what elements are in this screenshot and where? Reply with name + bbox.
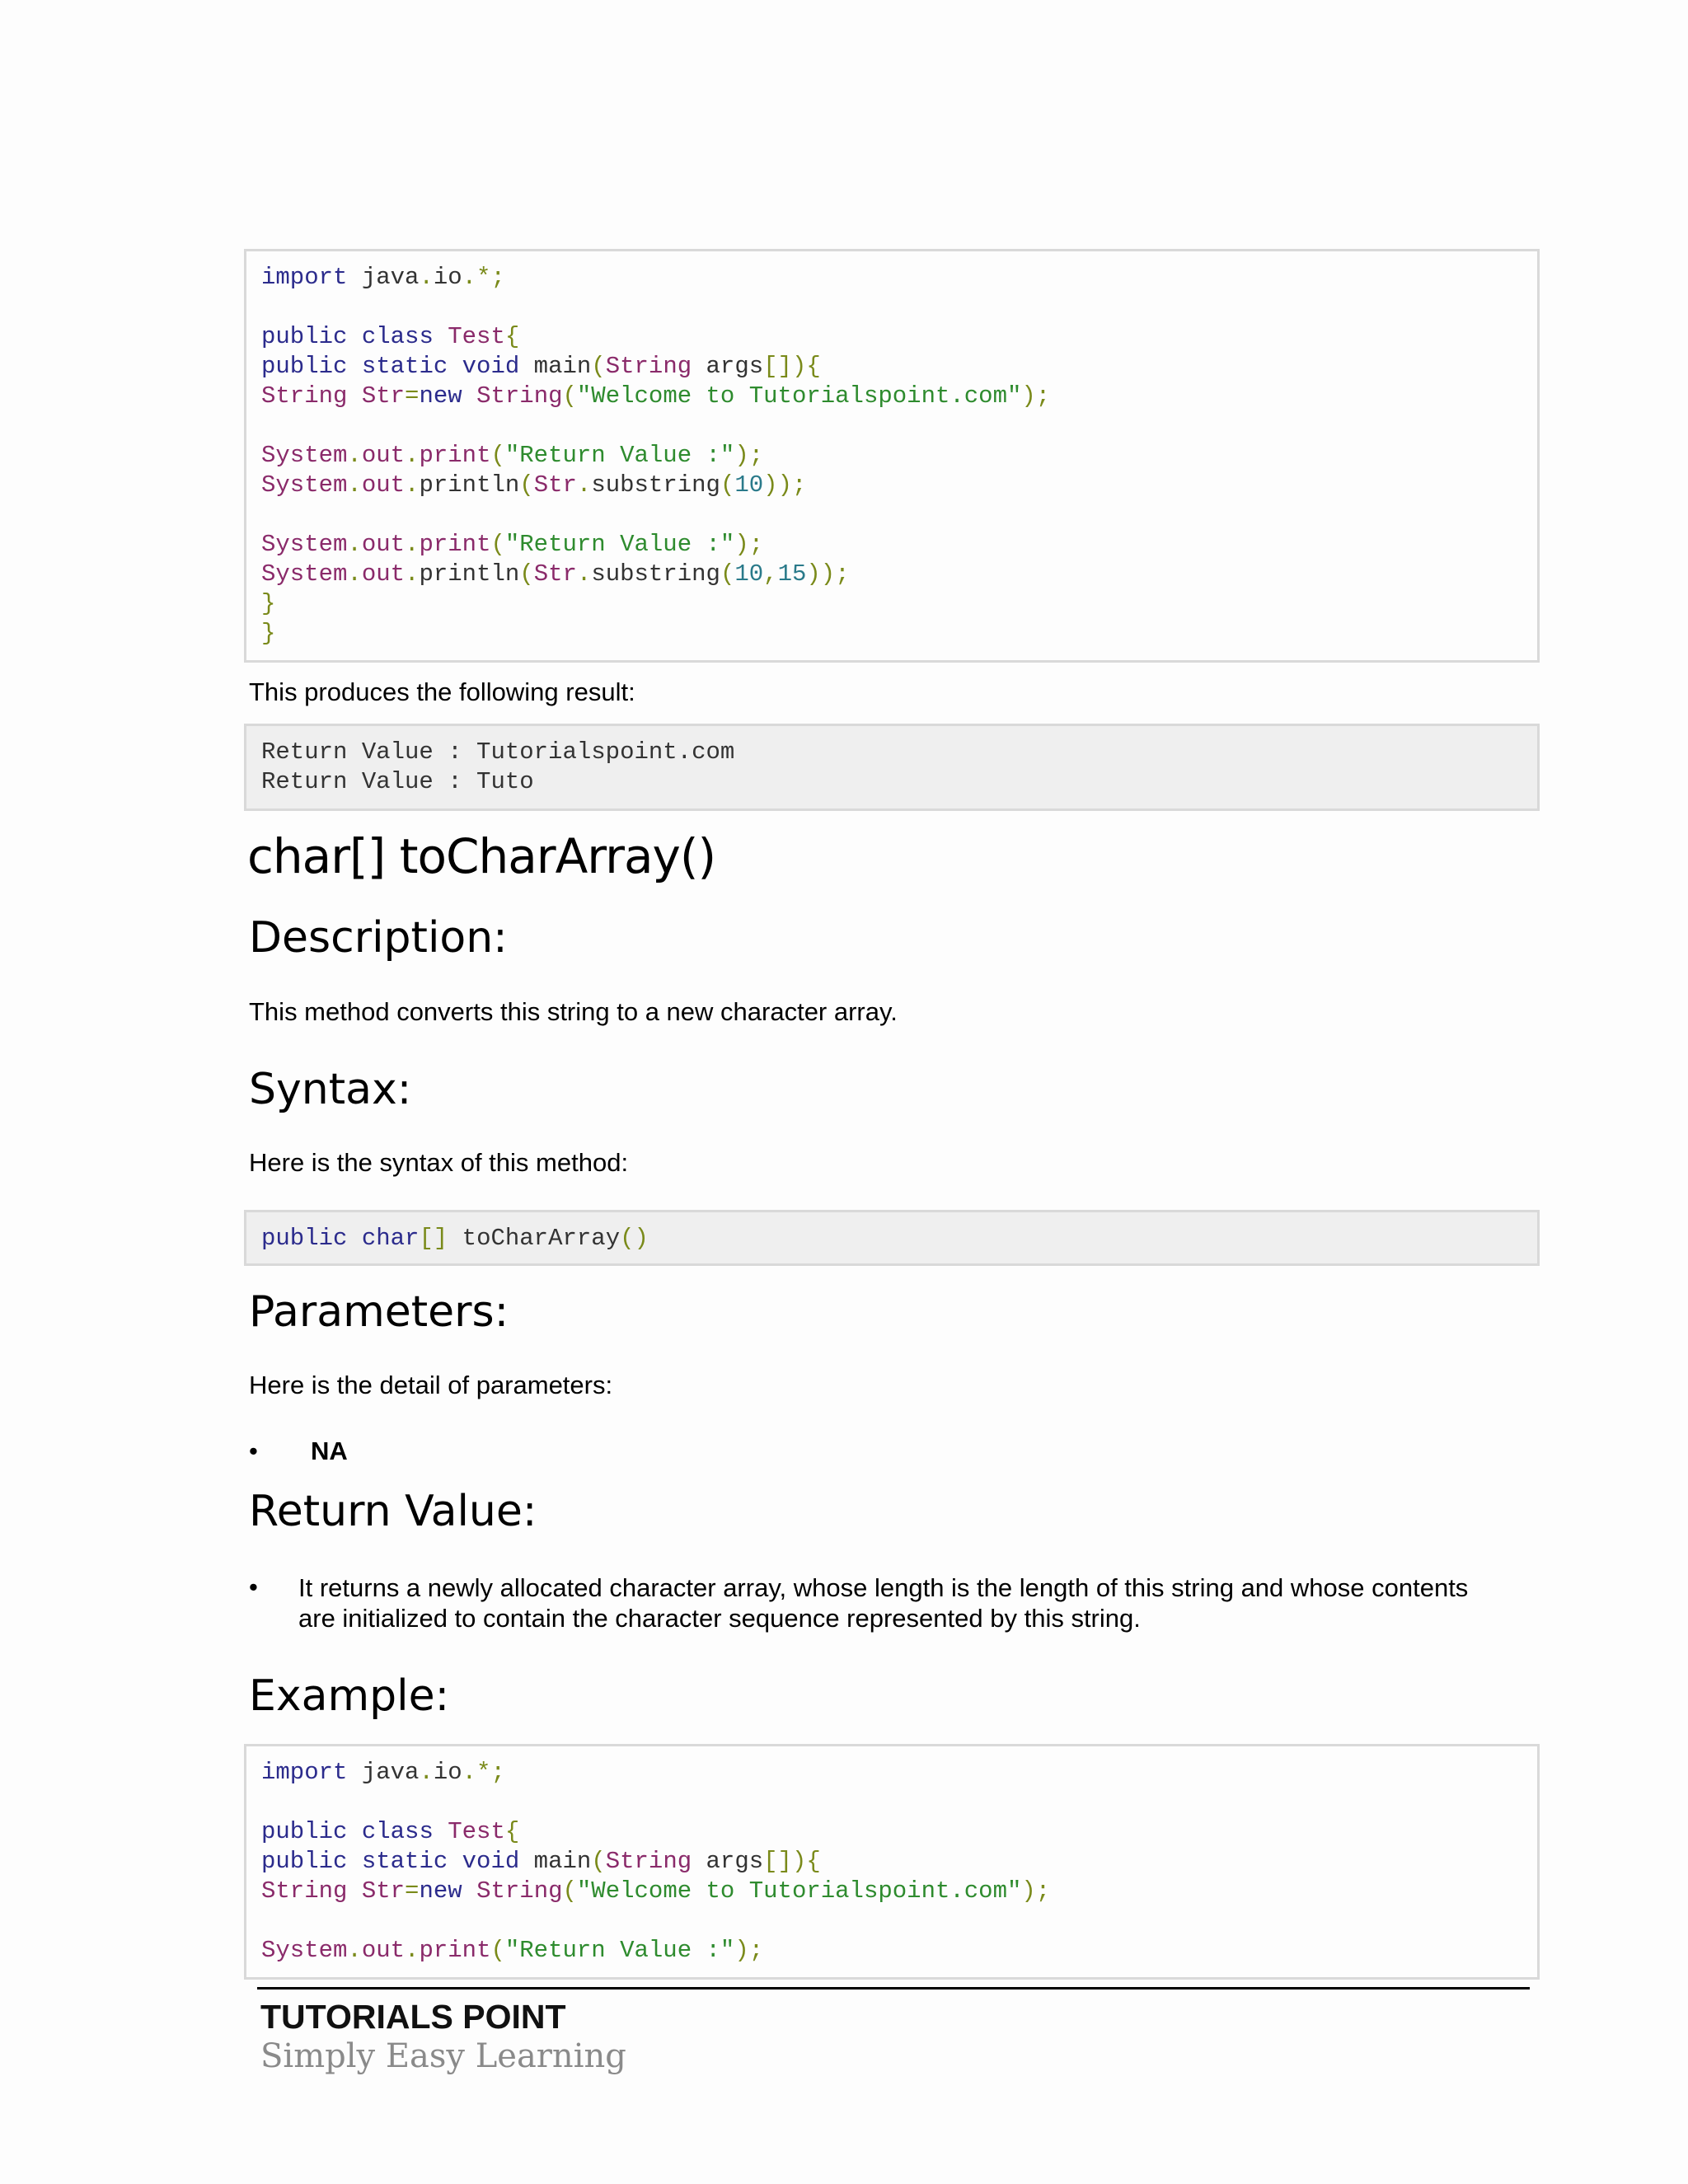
code-token: String <box>476 1877 563 1905</box>
code-line <box>261 1936 1522 1966</box>
code-token: . <box>405 471 420 499</box>
code-token: io <box>433 264 462 291</box>
code-token: void <box>462 1848 520 1875</box>
code-token: println <box>419 471 520 499</box>
code-token: Return Value : Tuto <box>261 768 534 795</box>
code-token: 15 <box>777 560 807 588</box>
code-token <box>347 1877 361 1905</box>
code-token: String <box>476 382 563 410</box>
code-token: class <box>361 1818 434 1845</box>
code-token <box>347 1818 361 1845</box>
code-token: . <box>419 1759 434 1786</box>
code-token: "Welcome to Tutorialspoint.com" <box>576 1877 1022 1905</box>
code-token: io <box>433 1759 462 1786</box>
code-token: . <box>347 442 362 469</box>
code-line <box>261 530 1522 560</box>
code-token: )); <box>763 471 807 499</box>
code-token: new <box>419 382 462 410</box>
code-token: System <box>261 531 348 558</box>
code-token: import <box>261 1759 348 1786</box>
code-token: ); <box>1021 1877 1051 1905</box>
code-token: static <box>361 1848 448 1875</box>
code-token: Str <box>533 560 577 588</box>
return-value-heading: Return Value: <box>249 1487 537 1536</box>
code-token: "Return Value :" <box>504 1937 735 1964</box>
code-line <box>261 411 1522 441</box>
code-token <box>347 382 361 410</box>
code-token: . <box>347 1937 362 1964</box>
syntax-code-block <box>244 1210 1540 1266</box>
code-token: substring <box>591 471 720 499</box>
code-token: System <box>261 442 348 469</box>
code-token: String <box>261 1877 348 1905</box>
return-value-bullet: • <box>249 1572 258 1601</box>
code-token: ); <box>734 442 764 469</box>
code-line <box>261 352 1522 382</box>
code-token: args <box>692 353 764 380</box>
syntax-heading: Syntax: <box>249 1065 412 1114</box>
code-token <box>347 1848 361 1875</box>
code-token: . <box>347 531 362 558</box>
code-token: String <box>605 353 692 380</box>
code-token <box>347 353 361 380</box>
example-heading: Example: <box>249 1671 450 1721</box>
code-line <box>261 322 1522 352</box>
code-token <box>434 323 448 350</box>
code-token: out <box>361 1937 406 1964</box>
footer-divider <box>257 1987 1530 1990</box>
parameters-intro-text: Here is the detail of parameters: <box>249 1371 613 1399</box>
code-token: { <box>504 1818 520 1845</box>
code-token: []){ <box>763 1848 821 1875</box>
code-token: 10 <box>734 560 764 588</box>
code-token: . <box>576 560 592 588</box>
code-token <box>347 323 361 350</box>
parameters-heading: Parameters: <box>249 1287 509 1337</box>
code-token <box>462 1877 476 1905</box>
syntax-intro-text: Here is the syntax of this method: <box>249 1148 629 1177</box>
code-token: ( <box>519 471 534 499</box>
code-line <box>261 1877 1522 1906</box>
code-line <box>261 560 1522 589</box>
code-token: print <box>419 531 491 558</box>
code-line <box>261 1847 1522 1877</box>
code-token <box>347 1225 361 1252</box>
code-token: out <box>361 560 406 588</box>
code-line <box>261 1788 1522 1817</box>
code-token: String <box>605 1848 692 1875</box>
code-token: "Welcome to Tutorialspoint.com" <box>576 382 1022 410</box>
code-token: = <box>405 382 420 410</box>
code-token: ( <box>720 471 735 499</box>
code-token: public <box>261 323 348 350</box>
code-token: out <box>361 471 406 499</box>
footer-subtitle: Simply Easy Learning <box>260 2037 626 2075</box>
code-line <box>261 441 1522 471</box>
code-token: . <box>405 531 420 558</box>
code-token: Str <box>361 382 406 410</box>
code-token: print <box>419 442 491 469</box>
code-token: public <box>261 353 348 380</box>
code-token: . <box>347 560 362 588</box>
parameters-bullet: • <box>249 1436 258 1465</box>
description-text: This method converts this string to a new character array. <box>249 997 898 1026</box>
code-token <box>434 1818 448 1845</box>
code-token: )); <box>806 560 850 588</box>
code-token: char <box>361 1225 420 1252</box>
code-token: () <box>620 1225 649 1252</box>
code-line <box>261 471 1522 500</box>
code-token: toCharArray <box>448 1225 621 1252</box>
code-token: , <box>763 560 778 588</box>
code-token: Return Value : Tutorialspoint.com <box>261 738 735 766</box>
code-token: ( <box>562 1877 577 1905</box>
code-token: String <box>261 382 348 410</box>
code-token: Test <box>448 323 505 350</box>
code-token: = <box>405 1877 420 1905</box>
code-token: . <box>405 1937 420 1964</box>
code-line <box>261 619 1522 649</box>
code-token: "Return Value :" <box>504 531 735 558</box>
code-line <box>261 1906 1522 1936</box>
code-token: .*; <box>462 1759 505 1786</box>
return-value-item-line-2: are initialized to contain the character sequence represented by this string. <box>298 1604 1141 1633</box>
code-line <box>261 382 1522 411</box>
code-token: public <box>261 1818 348 1845</box>
code-token: ( <box>720 560 735 588</box>
code-token: Str <box>533 471 577 499</box>
code-token: new <box>419 1877 462 1905</box>
code-token: . <box>347 471 362 499</box>
return-value-item-line-1: It returns a newly allocated character array, whose length is the length of this string and whose contents <box>298 1573 1469 1602</box>
code-token: . <box>405 442 420 469</box>
result-intro-text: This produces the following result: <box>249 677 635 706</box>
code-token: main <box>519 353 592 380</box>
code-line <box>261 589 1522 619</box>
code-token: java <box>347 1759 420 1786</box>
code-token: args <box>692 1848 764 1875</box>
code-token: } <box>261 590 276 617</box>
code-token: ( <box>490 1937 505 1964</box>
code-block-example-2 <box>244 1744 1540 1980</box>
code-line <box>261 738 1522 767</box>
code-token: ); <box>734 1937 764 1964</box>
code-token: .*; <box>462 264 505 291</box>
code-token: out <box>361 531 406 558</box>
description-heading: Description: <box>249 913 508 963</box>
code-token: "Return Value :" <box>504 442 735 469</box>
result-output-block <box>244 724 1540 811</box>
code-token: ( <box>562 382 577 410</box>
code-token: []){ <box>763 353 821 380</box>
code-block-example-1 <box>244 249 1540 663</box>
code-token: ( <box>490 442 505 469</box>
code-token: main <box>519 1848 592 1875</box>
code-token: } <box>261 620 276 647</box>
code-token: java <box>347 264 420 291</box>
code-token: print <box>419 1937 491 1964</box>
code-token: 10 <box>734 471 764 499</box>
code-token: public <box>261 1225 348 1252</box>
code-token: ); <box>734 531 764 558</box>
code-token: . <box>419 264 434 291</box>
code-token: out <box>361 442 406 469</box>
code-token: Test <box>448 1818 505 1845</box>
code-token: ( <box>591 1848 606 1875</box>
code-line <box>261 263 1522 293</box>
code-token: static <box>361 353 448 380</box>
code-token <box>462 382 476 410</box>
code-token: substring <box>591 560 720 588</box>
code-token: { <box>504 323 520 350</box>
code-token: public <box>261 1848 348 1875</box>
code-token: [] <box>419 1225 448 1252</box>
code-line <box>261 1758 1522 1788</box>
code-token: println <box>419 560 520 588</box>
code-line <box>261 293 1522 322</box>
code-line <box>261 500 1522 530</box>
code-token: . <box>576 471 592 499</box>
code-token: Str <box>361 1877 406 1905</box>
code-token: void <box>462 353 520 380</box>
code-token: ( <box>490 531 505 558</box>
footer-title: TUTORIALS POINT <box>260 1998 566 2036</box>
parameters-item: NA <box>311 1436 348 1465</box>
code-line <box>261 1817 1522 1847</box>
code-token: . <box>405 560 420 588</box>
code-token: ( <box>519 560 534 588</box>
code-token: import <box>261 264 348 291</box>
code-token: ); <box>1021 382 1051 410</box>
code-token: System <box>261 1937 348 1964</box>
method-heading: char[] toCharArray() <box>247 828 716 884</box>
code-token: ( <box>591 353 606 380</box>
code-token: System <box>261 560 348 588</box>
code-line <box>261 1224 1522 1254</box>
code-line <box>261 767 1522 797</box>
code-token <box>448 1848 462 1875</box>
code-token: System <box>261 471 348 499</box>
code-token: class <box>361 323 434 350</box>
code-token <box>448 353 462 380</box>
